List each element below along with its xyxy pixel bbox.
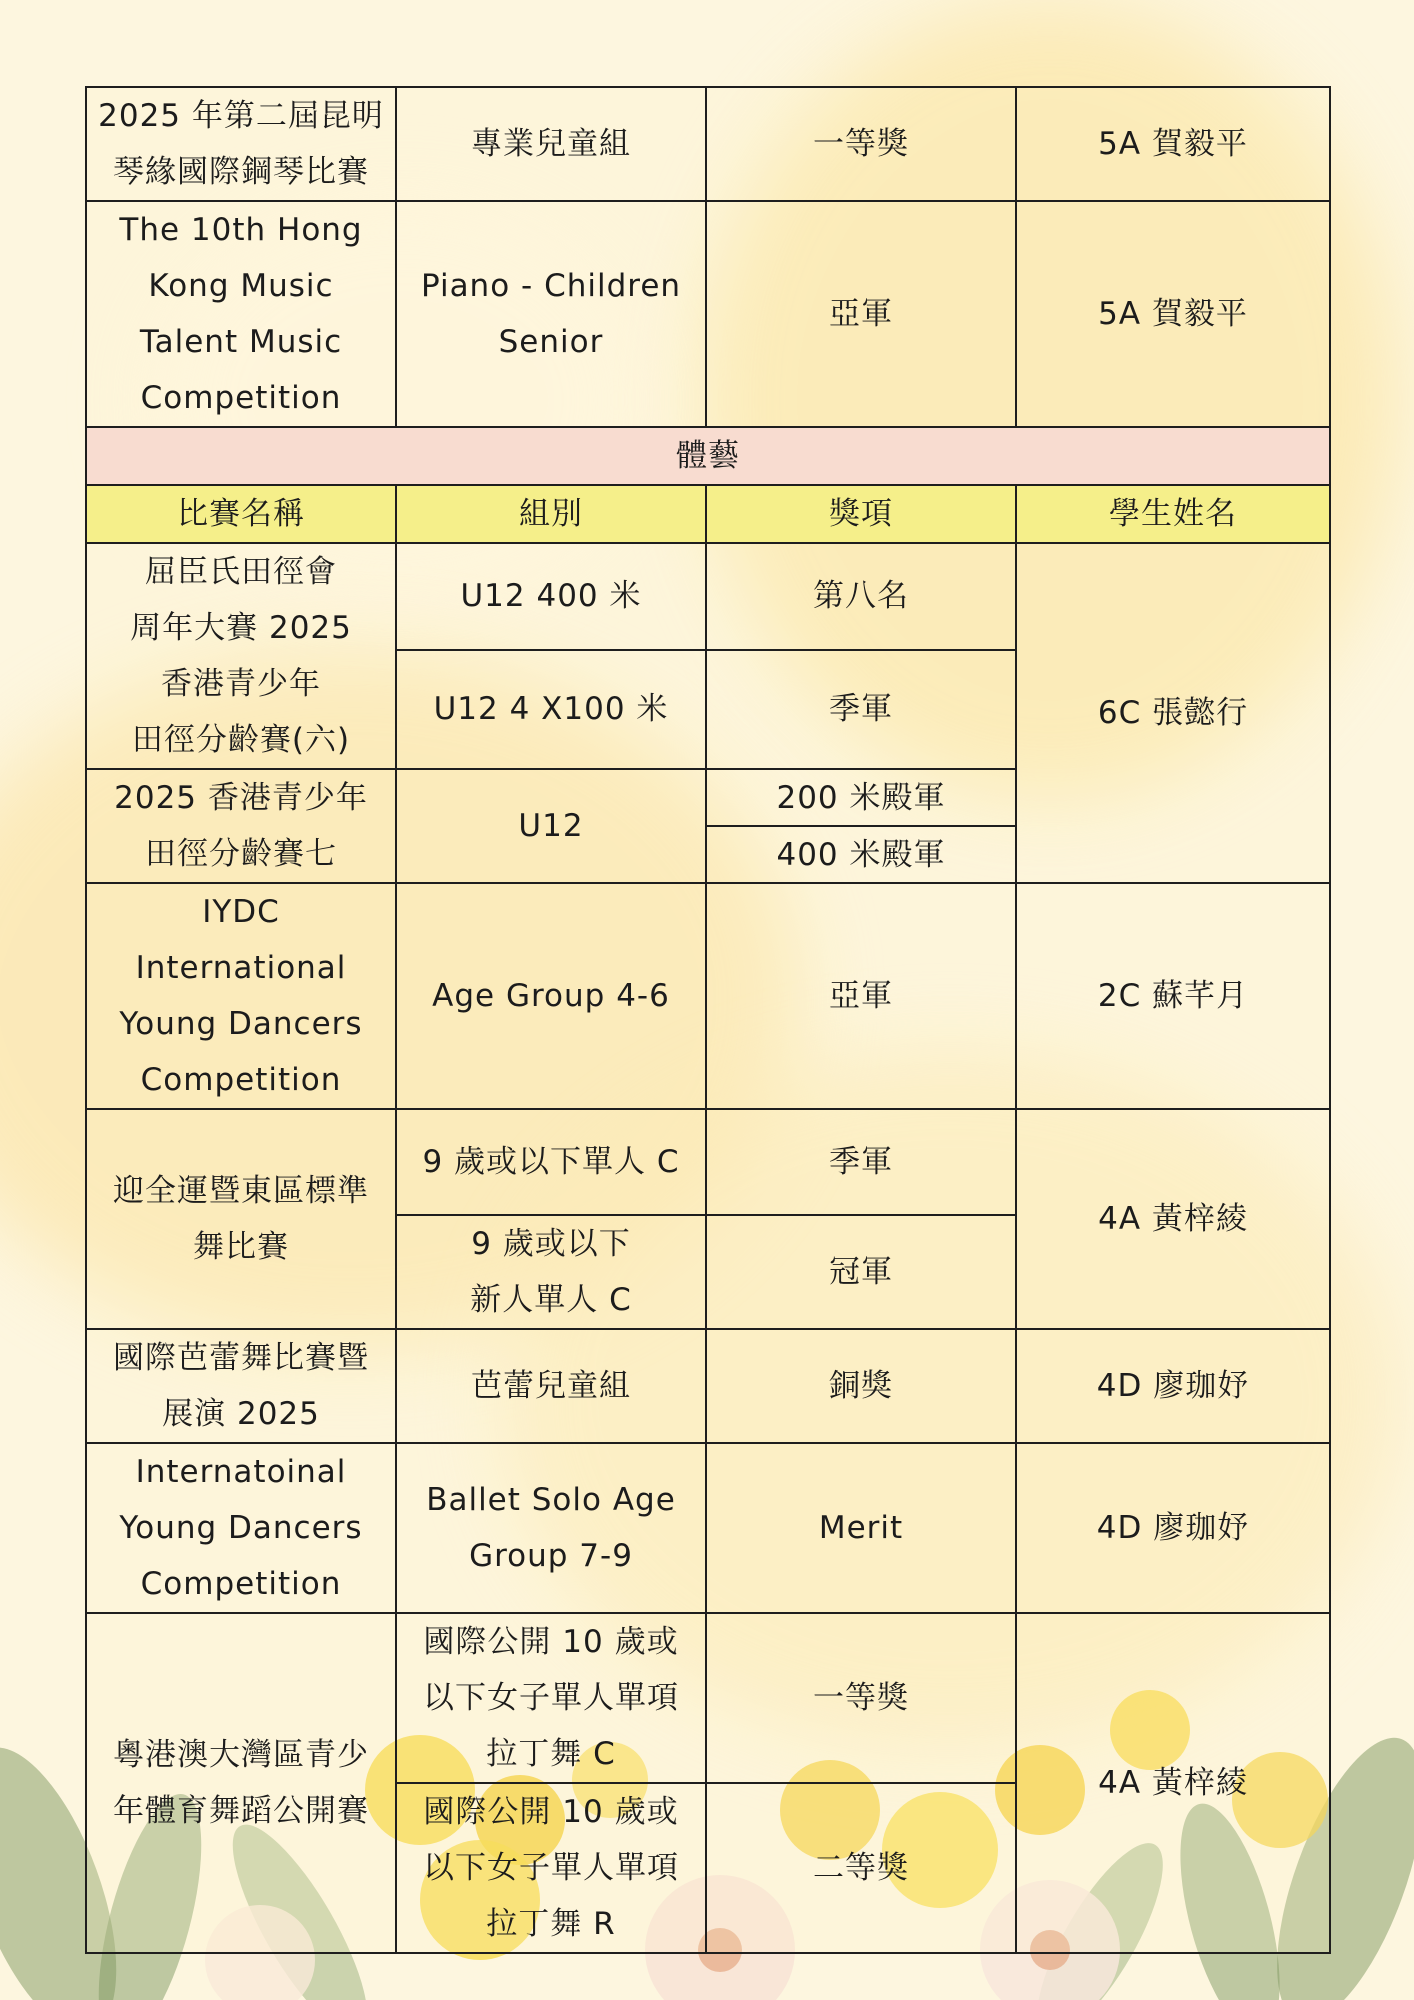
- award-cell: 第八名: [706, 543, 1016, 650]
- table-row: [86, 883, 1330, 1109]
- award-cell: 一等獎: [706, 87, 1016, 201]
- table-row: [86, 543, 1330, 650]
- header-award: 獎項: [706, 485, 1016, 543]
- competition-cell: 國際芭蕾舞比賽暨 展演 2025: [86, 1329, 396, 1443]
- group-cell: 9 歲或以下單人 C: [396, 1109, 706, 1215]
- award-cell: 400 米殿軍: [706, 826, 1016, 883]
- award-cell: 季軍: [706, 650, 1016, 769]
- table-row: [86, 201, 1330, 427]
- group-cell: 9 歲或以下 新人單人 C: [396, 1215, 706, 1329]
- competition-cell: 2025 年第二屆昆明 琴緣國際鋼琴比賽: [86, 87, 396, 201]
- award-cell: 亞軍: [706, 883, 1016, 1109]
- table-row: [86, 1329, 1330, 1443]
- group-cell: U12 400 米: [396, 543, 706, 650]
- header-competition: 比賽名稱: [86, 485, 396, 543]
- group-cell: Piano - Children Senior: [396, 201, 706, 427]
- award-cell: 季軍: [706, 1109, 1016, 1215]
- competition-cell: 2025 香港青少年 田徑分齡賽七: [86, 769, 396, 883]
- group-cell: 國際公開 10 歲或 以下女子單人單項 拉丁舞 R: [396, 1783, 706, 1953]
- competition-cell: 屈臣氏田徑會 周年大賽 2025 香港青少年 田徑分齡賽(六): [86, 543, 396, 769]
- group-cell: Ballet Solo Age Group 7-9: [396, 1443, 706, 1613]
- section-row: [86, 427, 1330, 485]
- group-cell: 國際公開 10 歲或 以下女子單人單項 拉丁舞 C: [396, 1613, 706, 1783]
- award-cell: 冠軍: [706, 1215, 1016, 1329]
- student-cell: 4D 廖珈妤: [1016, 1443, 1330, 1613]
- group-cell: U12 4 X100 米: [396, 650, 706, 769]
- awards-table-container: [85, 86, 1329, 1954]
- table-row: [86, 87, 1330, 201]
- competition-cell: The 10th Hong Kong Music Talent Music Competition: [86, 201, 396, 427]
- student-cell: 4A 黃梓綾: [1016, 1613, 1330, 1953]
- header-student: 學生姓名: [1016, 485, 1330, 543]
- student-cell: 5A 賀毅平: [1016, 87, 1330, 201]
- student-cell: 2C 蘇芊月: [1016, 883, 1330, 1109]
- award-cell: 200 米殿軍: [706, 769, 1016, 826]
- table-row: [86, 1443, 1330, 1613]
- student-cell: 4A 黃梓綾: [1016, 1109, 1330, 1329]
- award-cell: 一等獎: [706, 1613, 1016, 1783]
- group-cell: Age Group 4-6: [396, 883, 706, 1109]
- competition-cell: 迎全運暨東區標準 舞比賽: [86, 1109, 396, 1329]
- competition-cell: Internatoinal Young Dancers Competition: [86, 1443, 396, 1613]
- award-cell: Merit: [706, 1443, 1016, 1613]
- student-cell: 4D 廖珈妤: [1016, 1329, 1330, 1443]
- award-cell: 二等獎: [706, 1783, 1016, 1953]
- group-cell: U12: [396, 769, 706, 883]
- header-row: [86, 485, 1330, 543]
- student-cell: 5A 賀毅平: [1016, 201, 1330, 427]
- award-cell: 亞軍: [706, 201, 1016, 427]
- group-cell: 芭蕾兒童組: [396, 1329, 706, 1443]
- table-row: [86, 1109, 1330, 1215]
- awards-table: [85, 86, 1331, 1954]
- student-cell: 6C 張懿行: [1016, 543, 1330, 883]
- competition-cell: 粵港澳大灣區青少 年體育舞蹈公開賽: [86, 1613, 396, 1953]
- group-cell: 專業兒童組: [396, 87, 706, 201]
- award-cell: 銅獎: [706, 1329, 1016, 1443]
- header-group: 組別: [396, 485, 706, 543]
- section-title: 體藝: [86, 427, 1330, 485]
- competition-cell: IYDC International Young Dancers Competition: [86, 883, 396, 1109]
- table-row: [86, 1613, 1330, 1783]
